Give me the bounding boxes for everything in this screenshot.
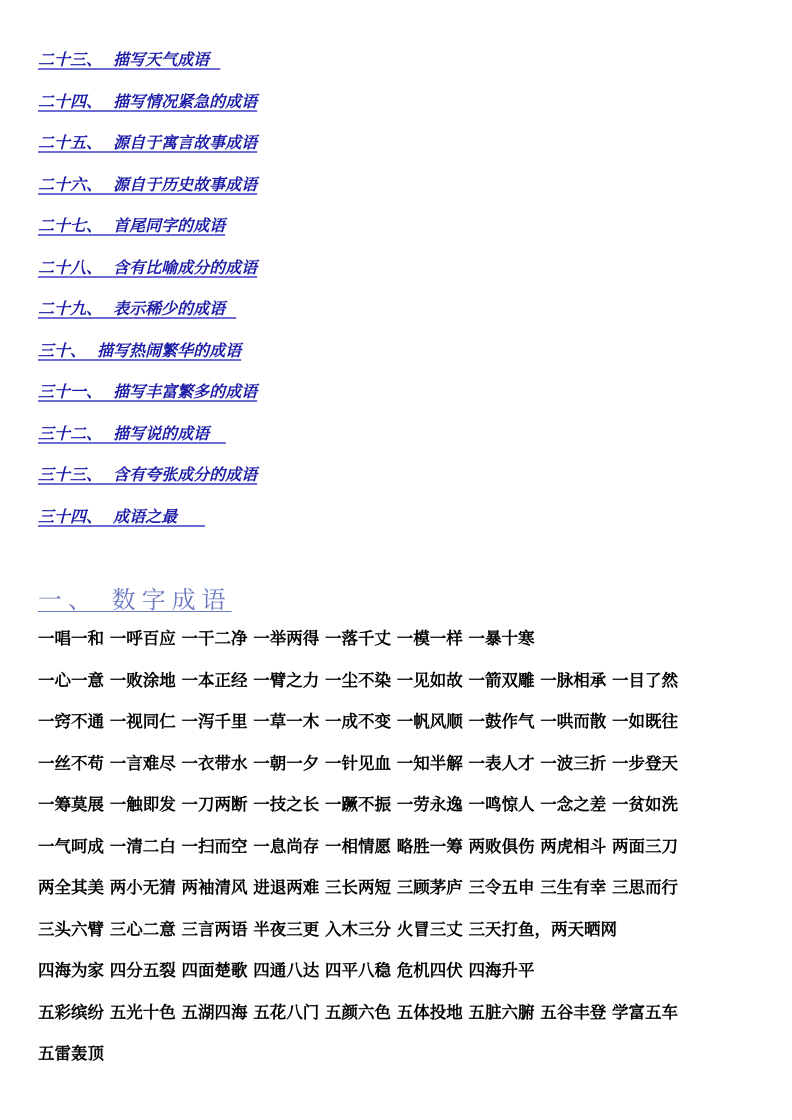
idiom-line: 一唱一和 一呼百应 一干二净 一举两得 一落千丈 一模一样 一暴十寒: [38, 629, 535, 648]
idiom-line: 一气呵成 一清二白 一扫而空 一息尚存 一相情愿 略胜一筹 两败俱伤 两虎相斗 两面三刀: [38, 836, 678, 856]
idiom-line: 五雷轰顶: [38, 1044, 104, 1063]
idiom-line: 四海为家 四分五裂 四面楚歌 四通八达 四平八稳 危机四伏 四海升平: [38, 961, 535, 980]
idiom-line: 五彩缤纷 五光十色 五湖四海 五花八门 五颜六色 五体投地 五脏六腑 五谷丰登 学富五车: [38, 1002, 678, 1022]
idiom-line: 两全其美 两小无猜 两袖清风 进退两难 三长两短 三顾茅庐 三令五申 三生有幸 三思而行: [38, 878, 678, 897]
toc-link-24[interactable]: 二十四、 描写情况紧急的成语: [38, 91, 258, 111]
toc-link-32[interactable]: 三十二、 描写说的成语: [38, 423, 226, 443]
toc-link-29[interactable]: 二十九、 表示稀少的成语: [38, 299, 237, 318]
idiom-line: 三头六臂 三心二意 三言两语 半夜三更 入木三分 火冒三丈 三天打鱼，两天晒网: [38, 919, 617, 939]
idiom-line: 一丝不苟 一言难尽 一衣带水 一朝一夕 一针见血 一知半解 一表人才 一波三折 一步登天: [38, 753, 678, 773]
toc-link-27[interactable]: 二十七、 首尾同字的成语: [38, 216, 226, 235]
idiom-line: 一筹莫展 一触即发 一刀两断 一技之长 一蹶不振 一劳永逸 一鸣惊人 一念之差 一贫如洗: [38, 795, 678, 814]
idiom-list: [38, 624, 768, 1081]
toc-link-33[interactable]: 三十三、 含有夸张成分的成语: [38, 465, 258, 484]
idiom-line: 一心一意 一败涂地 一本正经 一臂之力 一尘不染 一见如故 一箭双雕 一脉相承 一目了然: [38, 670, 678, 690]
toc-link-23[interactable]: 二十三、 描写天气成语: [38, 50, 221, 69]
toc-link-30[interactable]: 三十、 描写热闹繁华的成语: [38, 340, 242, 360]
toc-link-26[interactable]: 二十六、 源自于历史故事成语: [38, 174, 258, 194]
idiom-line: 一窍不通 一视同仁 一泻千里 一草一木 一成不变 一帆风顺 一鼓作气 一哄而散 一如既往: [38, 712, 678, 731]
toc-link-34[interactable]: 三十四、 成语之最: [38, 506, 205, 526]
toc-link-25[interactable]: 二十五、 源自于寓言故事成语: [38, 133, 258, 152]
section-heading: 一、 数字成语: [38, 586, 232, 614]
toc-link-31[interactable]: 三十一、 描写丰富繁多的成语: [38, 382, 258, 401]
table-of-contents: [38, 46, 257, 544]
toc-link-28[interactable]: 二十八、 含有比喻成分的成语: [38, 257, 258, 277]
